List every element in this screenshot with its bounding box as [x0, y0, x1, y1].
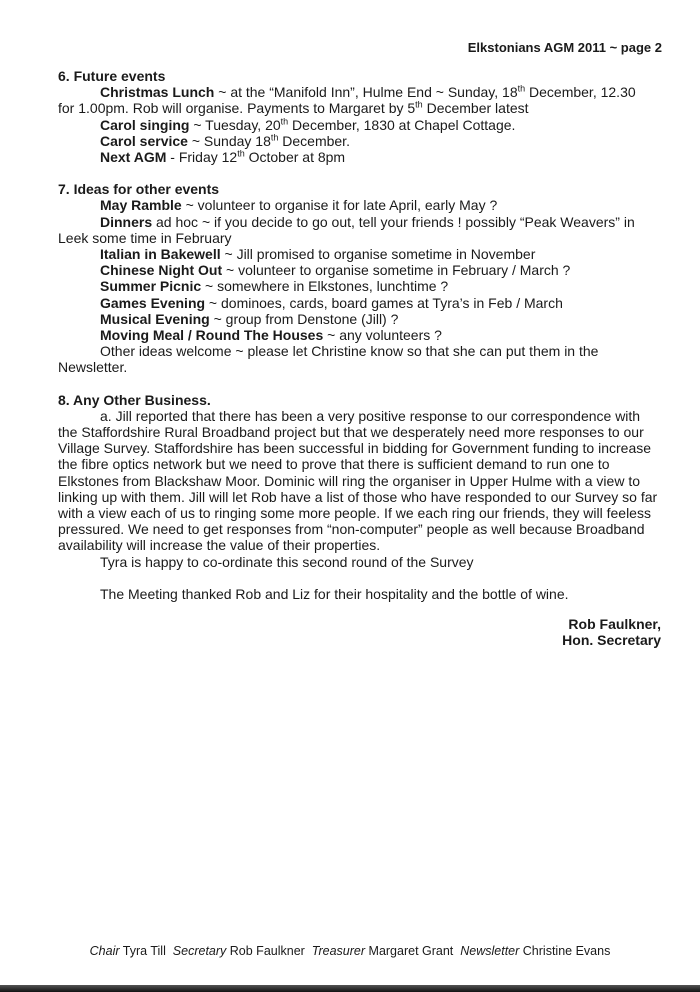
section-8-title: 8. Any Other Business. — [58, 391, 211, 408]
signature-role: Hon. Secretary — [562, 632, 661, 649]
aob-paragraph: a. Jill reported that there has been a very positive response to our correspondence with the Staffordshire Rural Broadband project but that we desperately need more responses to our Village Survey. Staffordshire has been successful in bidding for Government funding to increase the fibre optics network but we need to prove that there is sufficient demand to run one to Elkstones from Blackshaw Moor. Dominic will ring the organiser in Upper Hulme with a view to linking up with them. Jill will let Rob have a list of those who have responded to our Survey so far with a view each of us to ringing some more people. If we each ring our friends, they will feeless pressured. We need to get responses from “non-computer” people as well because Broadband availability will increase the value of their properties. — [58, 407, 658, 554]
event-idea: Dinners ad hoc ~ if you decide to go out, tell your friends ! possibly “Peak Weavers” in Leek some time in February — [58, 213, 635, 246]
signature-block — [58, 616, 663, 648]
christmas-lunch-cont: for 1.00pm. Rob will organise. Payments to Margaret by 5th December latest — [58, 99, 529, 117]
event-idea: Chinese Night Out ~ volunteer to organise sometime in February / March ? — [100, 262, 571, 279]
officers-footer: Chair Tyra Till Secretary Rob Faulkner Treasurer Margaret Grant Newsletter Christine Evans — [89, 944, 611, 958]
event-idea: Games Evening ~ dominoes, cards, board games at Tyra’s in Feb / March — [100, 294, 563, 311]
minutes-body — [58, 68, 663, 649]
event-idea: Italian in Bakewell ~ Jill promised to organise sometime in November — [100, 246, 536, 263]
bottom-rule — [0, 985, 700, 992]
carol-singing-item: Carol singing ~ Tuesday, 20th December, 1830 at Chapel Cottage. — [100, 115, 516, 133]
section-7-title: 7. Ideas for other events — [58, 181, 220, 198]
thanks-paragraph: The Meeting thanked Rob and Liz for their hospitality and the bottle of wine. — [100, 585, 569, 602]
signature-name: Rob Faulkner, — [568, 616, 661, 633]
aob-paragraph: Tyra is happy to co-ordinate this second round of the Survey — [100, 553, 474, 570]
christmas-lunch-item: Christmas Lunch ~ at the “Manifold Inn”, Hulme End ~ Sunday, 18th December, 12.30 — [100, 83, 636, 101]
other-ideas-note: Other ideas welcome ~ please let Christine know so that she can put them in the Newsletter. — [58, 343, 599, 376]
section-6-title: 6. Future events — [58, 68, 166, 84]
next-agm-item: Next AGM - Friday 12th October at 8pm — [100, 148, 346, 166]
event-idea: Musical Evening ~ group from Denstone (Jill) ? — [100, 310, 399, 327]
event-idea: May Ramble ~ volunteer to organise it for late April, early May ? — [100, 197, 498, 214]
carol-service-item: Carol service ~ Sunday 18th December. — [100, 132, 350, 149]
event-idea: Summer Picnic ~ somewhere in Elkstones, lunchtime ? — [100, 278, 449, 295]
event-idea: Moving Meal / Round The Houses ~ any volunteers ? — [100, 327, 442, 344]
page-header: Elkstonians AGM 2011 ~ page 2 — [467, 40, 662, 55]
